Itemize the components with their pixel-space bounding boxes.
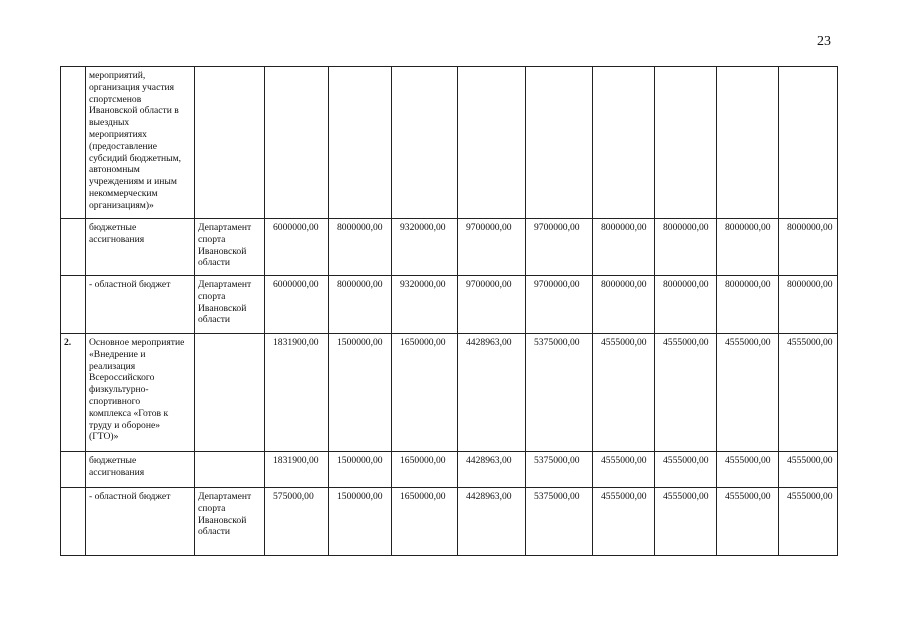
value-cell: 4555000,00 <box>593 452 655 488</box>
value-cell: 1650000,00 <box>392 452 458 488</box>
value-cell <box>265 67 329 219</box>
value-cell: 4555000,00 <box>717 334 779 452</box>
row-index <box>61 67 86 219</box>
row-organization: Департамент спорта Ивановской области <box>195 219 265 276</box>
value-cell: 5375000,00 <box>526 452 593 488</box>
row-index <box>61 452 86 488</box>
value-cell: 9700000,00 <box>526 219 593 276</box>
value-cell <box>526 67 593 219</box>
value-cell: 1500000,00 <box>329 334 392 452</box>
value-cell: 8000000,00 <box>655 219 717 276</box>
value-cell: 6000000,00 <box>265 219 329 276</box>
row-index <box>61 276 86 334</box>
row-index <box>61 219 86 276</box>
table-body <box>61 67 838 556</box>
value-cell: 4555000,00 <box>717 488 779 556</box>
row-organization: Департамент спорта Ивановской области <box>195 276 265 334</box>
table-row <box>61 334 838 452</box>
table-row <box>61 67 838 219</box>
value-cell <box>329 67 392 219</box>
value-cell <box>655 67 717 219</box>
value-cell: 4428963,00 <box>458 488 526 556</box>
value-cell: 9700000,00 <box>458 219 526 276</box>
value-cell: 8000000,00 <box>655 276 717 334</box>
value-cell: 4428963,00 <box>458 334 526 452</box>
value-cell: 4555000,00 <box>717 452 779 488</box>
value-cell: 6000000,00 <box>265 276 329 334</box>
value-cell: 4555000,00 <box>779 488 838 556</box>
page-number: 23 <box>817 34 831 49</box>
value-cell: 8000000,00 <box>717 219 779 276</box>
value-cell: 4555000,00 <box>655 452 717 488</box>
value-cell <box>392 67 458 219</box>
table-row <box>61 219 838 276</box>
row-index <box>61 488 86 556</box>
value-cell: 9700000,00 <box>458 276 526 334</box>
value-cell: 1500000,00 <box>329 452 392 488</box>
value-cell: 1500000,00 <box>329 488 392 556</box>
value-cell: 4555000,00 <box>779 334 838 452</box>
value-cell: 9320000,00 <box>392 219 458 276</box>
table-row <box>61 276 838 334</box>
value-cell: 1650000,00 <box>392 334 458 452</box>
value-cell: 1831900,00 <box>265 452 329 488</box>
row-name: мероприятий, организация участия спортсменов Ивановской области в выездных мероприятиях (предоставление субсидий бюджетным, автономным учреждениям и иным некоммерческим организациям)» <box>86 67 195 219</box>
value-cell: 9320000,00 <box>392 276 458 334</box>
value-cell <box>717 67 779 219</box>
row-organization <box>195 452 265 488</box>
value-cell: 4555000,00 <box>593 488 655 556</box>
row-name: бюджетные ассигнования <box>86 219 195 276</box>
value-cell: 8000000,00 <box>779 276 838 334</box>
value-cell <box>458 67 526 219</box>
value-cell: 8000000,00 <box>717 276 779 334</box>
table-row <box>61 452 838 488</box>
value-cell: 9700000,00 <box>526 276 593 334</box>
value-cell: 8000000,00 <box>329 219 392 276</box>
budget-table <box>60 66 838 556</box>
value-cell: 8000000,00 <box>593 219 655 276</box>
value-cell: 575000,00 <box>265 488 329 556</box>
value-cell: 1650000,00 <box>392 488 458 556</box>
value-cell: 8000000,00 <box>779 219 838 276</box>
row-name: - областной бюджет <box>86 276 195 334</box>
value-cell: 4555000,00 <box>593 334 655 452</box>
value-cell: 4555000,00 <box>655 334 717 452</box>
row-organization <box>195 334 265 452</box>
row-name: - областной бюджет <box>86 488 195 556</box>
value-cell: 4555000,00 <box>779 452 838 488</box>
row-name: Основное мероприятие «Внедрение и реализация Всероссийского физкультурно- спортивного комплекса «Готов к труду и обороне» (ГТО)» <box>86 334 195 452</box>
table-row <box>61 488 838 556</box>
value-cell: 4428963,00 <box>458 452 526 488</box>
value-cell: 8000000,00 <box>593 276 655 334</box>
value-cell: 8000000,00 <box>329 276 392 334</box>
row-index: 2. <box>61 334 86 452</box>
row-name: бюджетные ассигнования <box>86 452 195 488</box>
value-cell: 4555000,00 <box>655 488 717 556</box>
value-cell <box>779 67 838 219</box>
row-organization <box>195 67 265 219</box>
row-organization: Департамент спорта Ивановской области <box>195 488 265 556</box>
value-cell: 5375000,00 <box>526 334 593 452</box>
value-cell: 5375000,00 <box>526 488 593 556</box>
value-cell: 1831900,00 <box>265 334 329 452</box>
value-cell <box>593 67 655 219</box>
